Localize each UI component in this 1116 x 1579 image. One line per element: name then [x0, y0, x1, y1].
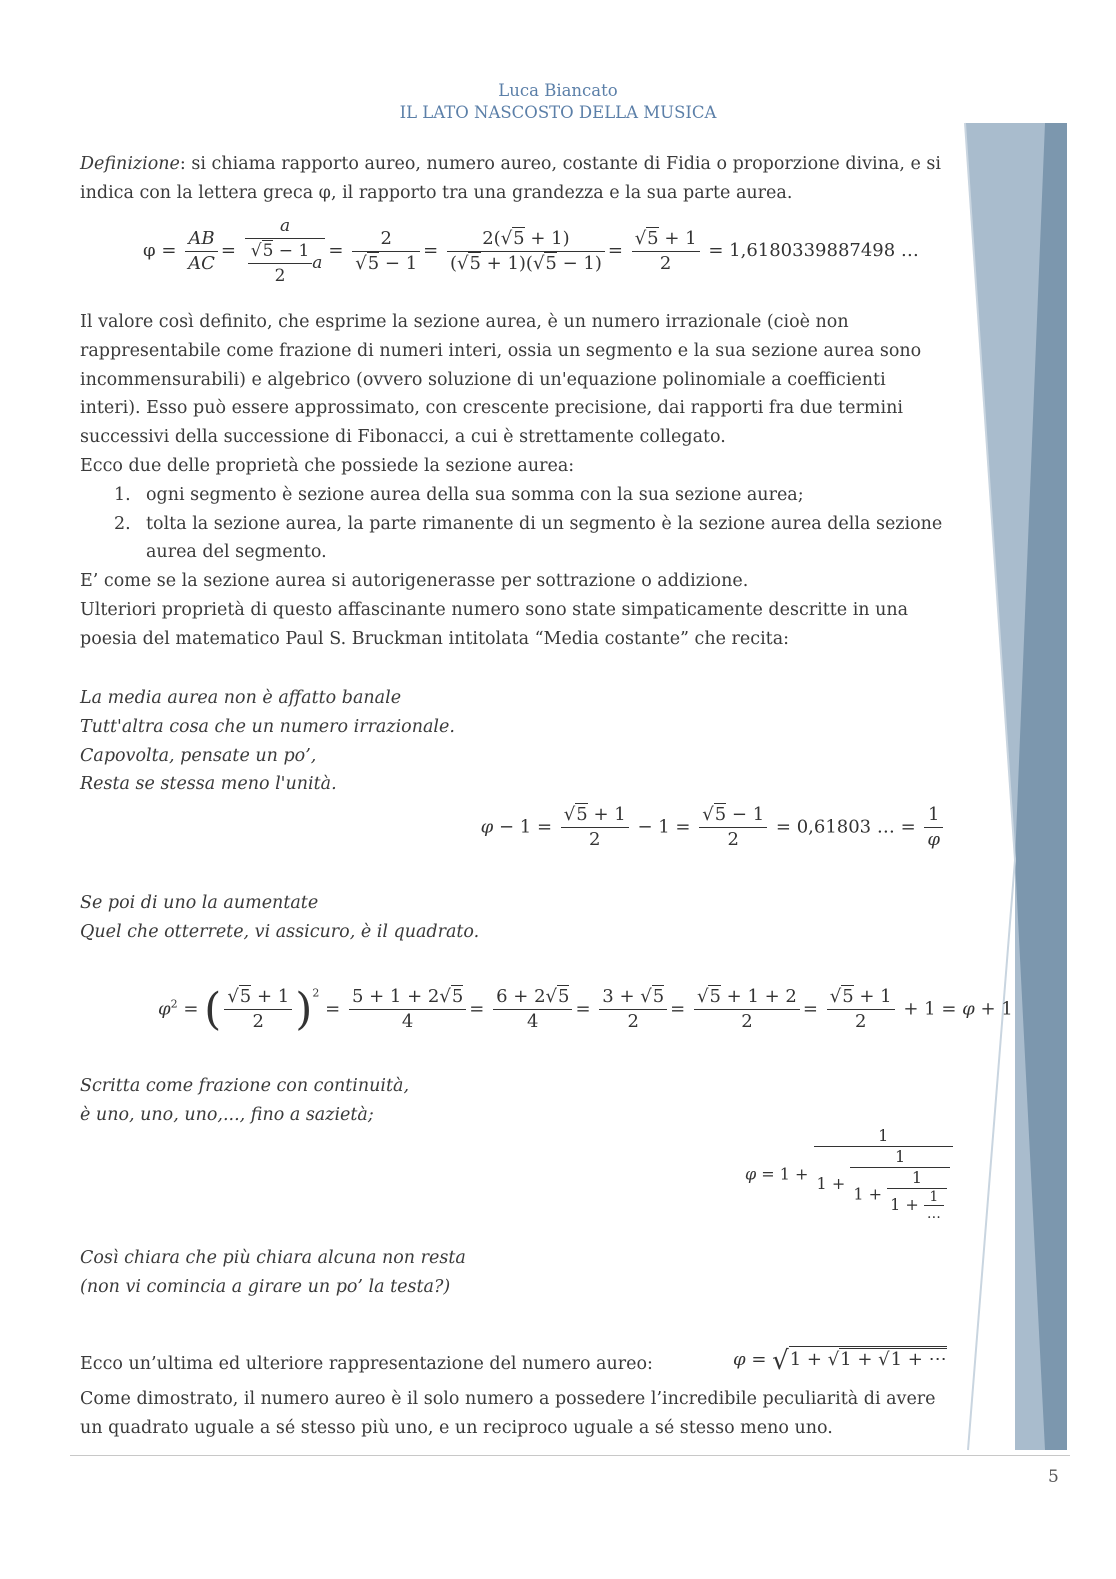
poem-line: Quel che otterrete, vi assicuro, è il quadrato. — [80, 921, 480, 942]
formula1-result: = 1,6180339887498 … — [708, 240, 919, 261]
poem-stanza-2 — [80, 889, 950, 947]
footer-divider — [70, 1455, 1070, 1456]
poem-line: è uno, uno, uno,..., fino a sazietà; — [80, 1104, 374, 1125]
poem-stanza-4 — [80, 1244, 950, 1302]
formula2-value: = 0,61803 … = — [775, 816, 916, 838]
definition-paragraph — [80, 150, 950, 208]
formula-nested-radical: φ = √1 + √1 + √1 + ⋯ — [733, 1346, 947, 1376]
paragraph-irrational: Il valore così definito, che esprime la sezione aurea, è un numero irrazionale (cioè non rappresentabile come frazione di numeri interi, ossia un segmento e la sua sezione aurea sono incommensurabili) e algebrico (ovvero soluzione di un'equazione polinomiale a coefficienti interi). Esso può essere approssimato, con crescente precisione, dai rapporti fra due termini successivi della successione di Fibonacci, a cui è strettamente collegato. — [80, 312, 922, 448]
header-title: IL LATO NASCOSTO DELLA MUSICA — [399, 103, 717, 122]
list-item: 1. ogni segmento è sezione aurea della sua somma con la sua sezione aurea; — [114, 484, 804, 505]
paragraph-poem-intro: Ulteriori proprietà di questo affascinante numero sono state simpaticamente descritte in una poesia del matematico Paul S. Bruckman intitolata “Media costante” che recita: — [80, 599, 909, 649]
decorative-sidebar — [960, 120, 1070, 1455]
list-item: 2. tolta la sezione aurea, la parte rimanente di un segmento è la sezione aurea della sezione aurea del segmento. — [114, 513, 943, 563]
paragraph-self-regenerate: E’ come se la sezione aurea si autorigenerasse per sottrazione o addizione. — [80, 571, 749, 592]
poem-line: Se poi di uno la aumentate — [80, 893, 319, 913]
formula-reciprocal: φ − 1 = $\frac{√5 + 1}{2}$ − 1 = $\frac{√5 - 1}{2}$ = 0,61803 … = $\frac{1}{\varphi}$ — [481, 803, 946, 852]
paragraph-conclusion: Come dimostrato, il numero aureo è il solo numero a possedere l’incredibile peculiarità di avere un quadrato uguale a sé stesso più uno, e un reciproco uguale a sé stesso meno uno. — [80, 1389, 936, 1438]
poem-stanza-3 — [80, 1072, 950, 1130]
properties-list — [80, 481, 950, 567]
poem-line: (non vi comincia a girare un po’ la testa?) — [80, 1276, 451, 1297]
poem-line: La media aurea non è affatto banale — [80, 688, 402, 708]
body-text — [80, 308, 950, 654]
definition-label: Definizione — [80, 154, 180, 174]
page-number: 5 — [1048, 1467, 1059, 1487]
paragraph-last-representation: Ecco un’ultima ed ulteriore rappresentazione del numero aureo: — [80, 1354, 653, 1374]
paragraph-properties-intro: Ecco due delle proprietà che possiede la sezione aurea: — [80, 455, 575, 476]
header-author: Luca Biancato — [498, 81, 618, 100]
poem-line: Così chiara che più chiara alcuna non resta — [80, 1248, 466, 1268]
definition-text: : si chiama rapporto aureo, numero aureo, costante di Fidia o proporzione divina, e si indica con la lettera greca φ, il rapporto tra una grandezza e la sua parte aurea. — [80, 154, 941, 203]
poem-line: Resta se stessa meno l'unità. — [80, 774, 337, 795]
formula-continued-fraction: φ = 1 + 1 1 + 1 1 + 1 1 + $\frac{1}{\dots}$ — [745, 1126, 953, 1222]
formula-square: $\varphi^2$ = ( $\frac{√5 + 1}{2}$ )$^2$ = $\frac{5 + 1 + 2√5}{4}$ = $\frac{6 + 2√5}{4}$ = $\frac{3 + √5}{2}$ = $\frac{√5 + 1 + 2}{2}$ = $\frac{√5 + 1}{2}$ + 1 = φ + 1 — [158, 984, 1013, 1035]
formula-golden-ratio: φ = $\frac{AB}{AC}$ = a $\frac{√5 - 1}{2}$ a = $\frac{2}{√5 - 1}$ = $\frac{2(√5 + 1)}{(√5 + 1)(√5 - 1)}$ = $\frac{√5 + 1}{2}$ = 1,6180339887498 … — [143, 216, 919, 286]
poem-line: Capovolta, pensate un po’, — [80, 745, 317, 766]
poem-line: Scritta come frazione con continuità, — [80, 1076, 410, 1096]
page-header — [0, 80, 1116, 124]
poem-line: Tutt'altra cosa che un numero irrazionale. — [80, 716, 455, 737]
poem-stanza-1 — [80, 684, 950, 799]
